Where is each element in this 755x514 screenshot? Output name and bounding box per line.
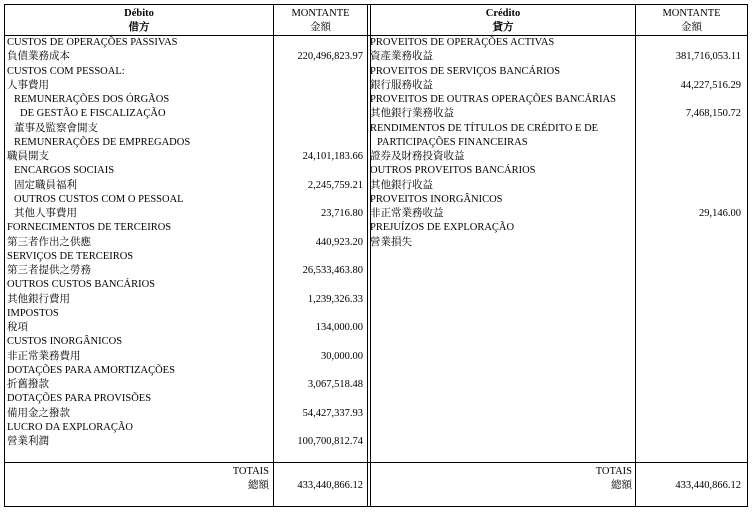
credit-row-label: PROVEITOS DE OUTRAS OPERAÇÕES BANCÁRIAS xyxy=(370,94,617,105)
debit-row-amount: 23,716.80 xyxy=(321,208,363,219)
credit-row-label: 資產業務收益 xyxy=(370,51,433,63)
totals-label-zh: 總額 xyxy=(248,480,269,491)
credit-row-label: PROVEITOS INORGÂNICOS xyxy=(370,193,503,205)
balance-table xyxy=(4,4,748,507)
credit-row-label: OUTROS PROVEITOS BANCÁRIOS xyxy=(370,165,536,177)
debit-row-amount: 440,923.20 xyxy=(315,236,363,248)
debit-total-amount: 433,440,866.12 xyxy=(297,480,363,491)
debit-row-amount: 2,245,759.21 xyxy=(307,179,363,191)
credit-header xyxy=(371,7,635,35)
debit-row-label: ENCARGOS SOCIAIS xyxy=(14,165,115,177)
debit-row-label: 非正常業務費用 xyxy=(7,350,81,362)
debit-row-label: REMUNERAÇÕES DOS ÓRGÃOS xyxy=(14,94,170,105)
debit-row-label: CUSTOS COM PESSOAL: xyxy=(7,65,125,77)
debit-row-amount: 54,427,337.93 xyxy=(302,407,363,419)
amount-header-zh: 金額 xyxy=(681,22,702,33)
debit-row-amount xyxy=(274,36,363,50)
credit-row-amount xyxy=(636,221,741,235)
credit-header-pt: Crédito xyxy=(485,8,521,19)
credit-row-amount xyxy=(636,193,741,207)
credit-row-amount xyxy=(636,93,741,107)
debit-row-label: CUSTOS DE OPERAÇÕES PASSIVAS xyxy=(7,37,178,48)
credit-totals-label xyxy=(371,465,632,493)
totals-label-zh: 總額 xyxy=(611,480,632,491)
debit-row-label: 其他銀行費用 xyxy=(7,293,70,305)
debit-row-label: 負債業務成本 xyxy=(7,51,70,63)
credit-row-label: 非正常業務收益 xyxy=(370,208,444,219)
credit-row-label: 銀行服務收益 xyxy=(370,79,433,91)
amount-header-pt: MONTANTE xyxy=(662,8,721,19)
credit-row-amount xyxy=(636,179,741,193)
debit-row-label: SERVIÇOS DE TERCEIROS xyxy=(7,250,134,262)
credit-row-amount: 7,468,150.72 xyxy=(685,108,741,120)
debit-row-label: 人事費用 xyxy=(7,79,49,91)
credit-row-amount: 44,227,516.29 xyxy=(680,79,741,91)
credit-total-amount: 433,440,866.12 xyxy=(675,480,741,491)
amount-header-zh: 金額 xyxy=(310,22,331,33)
debit-row-label: REMUNERAÇÕES DE EMPREGADOS xyxy=(14,136,191,148)
debit-header xyxy=(5,7,273,35)
column-divider xyxy=(367,5,368,506)
debit-row-amount xyxy=(274,136,363,150)
credit-row-label: 其他銀行業務收益 xyxy=(370,108,454,120)
debit-row-amount xyxy=(274,364,363,378)
credit-row-label: PARTICIPAÇÕES FINANCEIRAS xyxy=(377,136,528,148)
debit-row-amount: 134,000.00 xyxy=(315,322,363,333)
debit-row-amount xyxy=(274,250,363,264)
debit-row-amount xyxy=(274,307,363,321)
credit-row-amount: 29,146.00 xyxy=(699,208,741,219)
credit-row-label: PREJUÍZOS DE EXPLORAÇÃO xyxy=(370,222,515,234)
debit-row-label: 折舊撥款 xyxy=(7,379,49,390)
debit-row-label: DOTAÇÕES PARA AMORTIZAÇÕES xyxy=(7,364,175,376)
debit-row-amount: 1,239,326.33 xyxy=(307,293,363,305)
credit-row-label: 營業損失 xyxy=(370,236,412,248)
credit-header-zh: 貸方 xyxy=(492,22,514,33)
debit-row-label: 第三者提供之勞務 xyxy=(7,265,91,276)
credit-amount-header xyxy=(636,7,747,35)
debit-row-label: OUTROS CUSTOS COM O PESSOAL xyxy=(14,193,184,205)
debit-row-amount: 26,533,463.80 xyxy=(302,265,363,276)
debit-row-amount xyxy=(274,278,363,292)
debit-row-label: 稅項 xyxy=(7,322,28,333)
credit-row-amount xyxy=(636,136,741,150)
debit-row-amount xyxy=(274,164,363,178)
debit-row-amount xyxy=(274,122,363,136)
debit-row-label: 其他人事費用 xyxy=(14,208,77,219)
debit-row-label: DOTAÇÕES PARA PROVISÕES xyxy=(7,393,152,405)
totals-label-pt: TOTAIS xyxy=(595,466,632,477)
debit-row-amount xyxy=(274,193,363,207)
debit-row-label: 第三者作出之供應 xyxy=(7,236,91,248)
debit-row-amount xyxy=(274,93,363,107)
debit-header-zh: 借方 xyxy=(128,22,150,33)
debit-row-label: 董事及監察會開支 xyxy=(14,122,98,134)
debit-row-label: OUTROS CUSTOS BANCÁRIOS xyxy=(7,279,156,291)
debit-row-amount: 30,000.00 xyxy=(321,350,363,362)
credit-row-amount xyxy=(636,164,741,178)
credit-row-amount xyxy=(636,150,741,164)
credit-row-amount xyxy=(636,36,741,50)
debit-row-amount xyxy=(274,79,363,93)
debit-row-label: DE GESTÃO E FISCALIZAÇÃO xyxy=(20,108,166,120)
debit-row-label: 備用金之撥款 xyxy=(7,407,70,419)
debit-row-amount xyxy=(274,335,363,349)
credit-row-label: 證券及財務投資收益 xyxy=(370,151,465,162)
credit-row-label: PROVEITOS DE OPERAÇÕES ACTIVAS xyxy=(370,37,555,48)
debit-row-amount xyxy=(274,65,363,79)
debit-row-label: IMPOSTOS xyxy=(7,307,59,319)
credit-row-label: 其他銀行收益 xyxy=(370,179,433,191)
credit-row-amount: 381,716,053.11 xyxy=(675,51,741,63)
debit-amount-header xyxy=(274,7,367,35)
debit-row-label: 職員開支 xyxy=(7,151,49,162)
debit-row-label: LUCRO DA EXPLORAÇÃO xyxy=(7,421,134,433)
credit-row-label: PROVEITOS DE SERVIÇOS BANCÁRIOS xyxy=(370,65,561,77)
credit-row-amount xyxy=(636,122,741,136)
debit-row-amount: 100,700,812.74 xyxy=(297,436,363,447)
debit-row-label: 營業利潤 xyxy=(7,436,49,447)
debit-row-amount xyxy=(274,221,363,235)
totals-label-pt: TOTAIS xyxy=(232,466,269,477)
debit-row-label: CUSTOS INORGÂNICOS xyxy=(7,336,123,348)
debit-row-amount xyxy=(274,421,363,435)
credit-row-amount xyxy=(636,236,741,250)
totals-rule xyxy=(5,462,747,463)
credit-row-label: RENDIMENTOS DE TÍTULOS DE CRÉDITO E DE xyxy=(370,122,599,134)
debit-row-amount: 24,101,183.66 xyxy=(302,151,363,162)
debit-row-amount: 220,496,823.97 xyxy=(297,51,363,63)
debit-row-amount xyxy=(274,392,363,406)
debit-header-pt: Débito xyxy=(124,8,154,19)
debit-row-label: FORNECIMENTOS DE TERCEIROS xyxy=(7,222,172,234)
debit-row-amount: 3,067,518.48 xyxy=(307,379,363,390)
debit-row-amount xyxy=(274,107,363,121)
amount-header-pt: MONTANTE xyxy=(291,8,350,19)
credit-row-amount xyxy=(636,65,741,79)
debit-totals-label xyxy=(5,465,269,493)
debit-row-label: 固定職員福利 xyxy=(14,179,77,191)
